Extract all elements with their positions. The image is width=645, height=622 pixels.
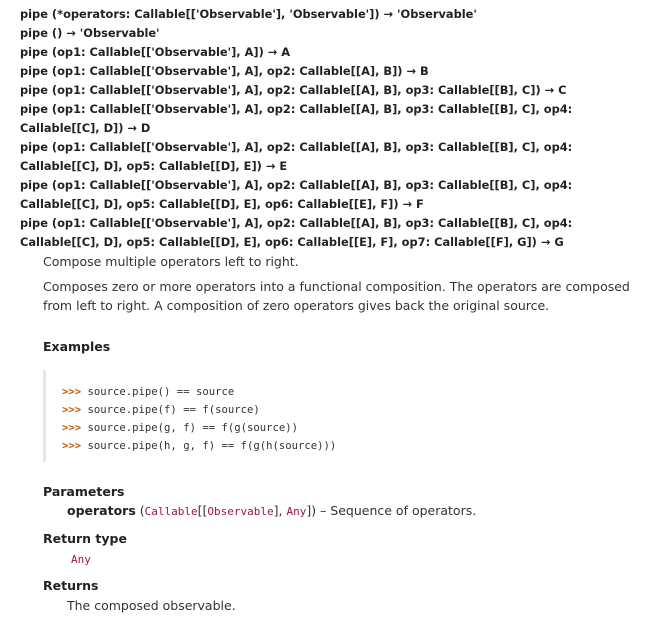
type-any-link[interactable]: Any (286, 505, 307, 518)
return-type-value[interactable]: Any (71, 553, 91, 566)
signature-args: (*operators: Callable[['Observable'], 'Observable']) → 'Observable' (47, 7, 477, 21)
signature-args: (op1: Callable[['Observable'], A], op2: Callable[[A], B], op3: Callable[[B], C]) → C (47, 83, 567, 97)
code-line (62, 419, 336, 437)
code-line (62, 383, 336, 401)
signature-line (20, 5, 635, 24)
function-name: pipe (20, 45, 48, 59)
param-bracket-open: [[ (197, 503, 208, 518)
type-callable-link[interactable]: Callable (144, 505, 198, 518)
function-name: pipe (20, 26, 48, 40)
param-description: – Sequence of operators. (316, 503, 477, 518)
signature-args: (op1: Callable[['Observable'], A], op2: Callable[[A], B], op3: Callable[[B], C], op4: Callable[[C], D], op5: Callable[[D], E], op6: Callable[[E], F]) → F (20, 178, 573, 211)
function-name: pipe (20, 178, 48, 192)
parameters-heading: Parameters (43, 484, 125, 499)
signature-line (20, 62, 635, 81)
code-block (43, 370, 636, 462)
signature-line (20, 100, 635, 138)
code-line (62, 401, 336, 419)
code-prompt: >>> (62, 404, 82, 416)
signature-line (20, 214, 635, 252)
function-name: pipe (20, 83, 48, 97)
function-name: pipe (20, 140, 48, 154)
signature-list (20, 5, 635, 252)
function-name: pipe (20, 7, 48, 21)
returns-text: The composed observable. (67, 598, 236, 613)
signature-line (20, 176, 635, 214)
parameter-entry (67, 503, 476, 518)
code-text: source.pipe(h, g, f) == f(g(h(source))) (81, 440, 337, 452)
code-text: source.pipe(f) == f(source) (81, 404, 260, 416)
signature-args: () → 'Observable' (47, 26, 160, 40)
code-text: source.pipe() == source (81, 386, 235, 398)
signature-line (20, 138, 635, 176)
param-close: ]) (306, 503, 317, 518)
signature-args: (op1: Callable[['Observable'], A]) → A (47, 45, 291, 59)
param-bracket-mid: ], (273, 503, 287, 518)
return-type-heading: Return type (43, 531, 127, 546)
signature-args: (op1: Callable[['Observable'], A], op2: Callable[[A], B], op3: Callable[[B], C], op4: Callable[[C], D], op5: Callable[[D], E], op6: Callable[[E], F], op7: Callable[[F], G]) → G (20, 216, 573, 249)
signature-line (20, 43, 635, 62)
code-line (62, 437, 336, 455)
examples-heading: Examples (43, 339, 111, 354)
param-name: operators (67, 503, 136, 518)
code-text: source.pipe(g, f) == f(g(source)) (81, 422, 298, 434)
signature-line (20, 81, 635, 100)
code-prompt: >>> (62, 440, 82, 452)
description-text: Composes zero or more operators into a functional composition. The operators are composed from left to right. A composition of zero operators gives back the original source. (43, 279, 630, 313)
param-open: ( (135, 503, 145, 518)
signature-args: (op1: Callable[['Observable'], A], op2: Callable[[A], B], op3: Callable[[B], C], op4: Callable[[C], D], op5: Callable[[D], E]) → E (20, 140, 573, 173)
returns-heading: Returns (43, 578, 99, 593)
function-name: pipe (20, 64, 48, 78)
signature-args: (op1: Callable[['Observable'], A], op2: Callable[[A], B], op3: Callable[[B], C], op4: Callable[[C], D]) → D (20, 102, 573, 135)
code-prompt: >>> (62, 386, 82, 398)
function-name: pipe (20, 102, 48, 116)
type-observable-link[interactable]: Observable (207, 505, 274, 518)
signature-line (20, 24, 635, 43)
code-prompt: >>> (62, 422, 82, 434)
function-name: pipe (20, 216, 48, 230)
code-lines (62, 383, 336, 455)
summary-text: Compose multiple operators left to right. (43, 254, 299, 269)
signature-args: (op1: Callable[['Observable'], A], op2: Callable[[A], B]) → B (47, 64, 429, 78)
